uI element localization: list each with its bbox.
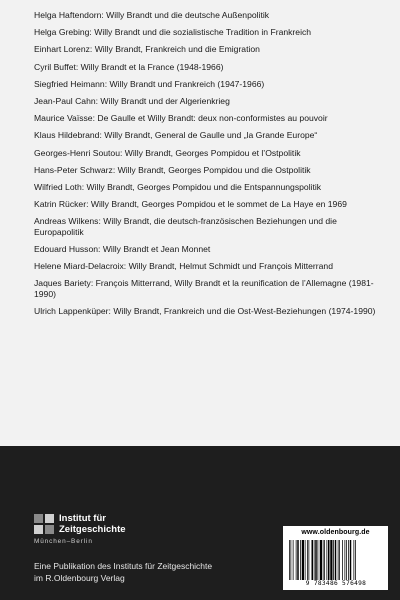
contents-entry (34, 306, 380, 317)
entry-author: Edouard Husson : (34, 244, 103, 254)
barcode-bar (327, 540, 328, 580)
entry-author: Siegfried Heimann : (34, 79, 109, 89)
institute-city: München–Berlin (34, 538, 93, 545)
contents-entry (34, 182, 380, 193)
institute-mark-icon (34, 514, 54, 534)
contents-entry (34, 199, 380, 210)
entry-title: Willy Brandt et la France (1948-1966) (80, 61, 224, 72)
entry-author: Katrin Rücker : (34, 199, 91, 209)
publication-info-line1: Eine Publikation des Instituts für Zeitgeschichte (34, 561, 213, 571)
entry-author: Maurice Vaïsse : (34, 113, 97, 123)
barcode-bar (309, 540, 310, 580)
barcode-bar (307, 540, 308, 580)
barcode-bar (296, 540, 297, 580)
barcode-bar (333, 540, 334, 580)
barcode-bar (354, 540, 355, 580)
entry-title: Willy Brandt, Georges Pompidou et le sommet de La Haye en 1969 (90, 199, 347, 210)
contents-entry (34, 79, 380, 90)
entry-title: Willy Brandt und die deutsche Außenpolitik (106, 10, 270, 20)
contents-entry (34, 27, 380, 38)
barcode-bar (291, 540, 292, 580)
entry-title: Willy Brandt, Frankreich und die Emigration (94, 44, 260, 55)
entry-author: Wilfried Loth : (34, 182, 87, 192)
contents-entry (34, 130, 380, 141)
barcode-bar (312, 540, 314, 580)
barcode-bar (293, 540, 294, 580)
entry-author: Helga Grebing : (34, 27, 94, 37)
entry-title: Willy Brandt et Jean Monnet (102, 244, 211, 255)
entry-title: Willy Brandt und der Algerienkrieg (100, 95, 230, 106)
barcode-bar (318, 540, 319, 580)
contents-entry (34, 165, 380, 176)
publication-info (34, 560, 274, 584)
entry-title: Willy Brandt, Georges Pompidou und die Ostpolitik (117, 164, 311, 175)
contents-list (34, 10, 380, 323)
barcode-bar (346, 540, 347, 580)
publisher-url: www.oldenbourg.de (301, 529, 370, 536)
entry-author: Cyril Buffet : (34, 62, 81, 72)
contents-entry (34, 62, 380, 73)
barcode-bar (350, 540, 352, 580)
barcode-bar (345, 540, 346, 580)
contents-entry (34, 261, 380, 272)
institute-name-line1: Institut für (59, 513, 106, 524)
entry-author: Helene Miard-Delacroix : (34, 261, 129, 271)
barcode-bar (338, 540, 339, 580)
barcode-bar (320, 540, 322, 580)
barcode-bar (315, 540, 317, 580)
entry-author: Helga Haftendorn : (34, 10, 106, 20)
barcode-bar (335, 540, 337, 580)
entry-title: Willy Brandt, Georges Pompidou et l’Ostpolitik (124, 147, 301, 158)
barcode-bar (328, 540, 330, 580)
entry-title: Willy Brandt, General de Gaulle und „la Grande Europe“ (104, 130, 318, 141)
barcode-bar (342, 540, 343, 580)
entry-title: De Gaulle et Willy Brandt: deux non-conformistes au pouvoir (97, 113, 328, 124)
contents-entry (34, 44, 380, 55)
barcode-bar (324, 540, 325, 580)
barcode-bar (305, 540, 306, 580)
contents-entry (34, 10, 380, 21)
institute-logo (34, 513, 164, 549)
entry-author: Einhart Lorenz : (34, 44, 95, 54)
contents-entry (34, 113, 380, 124)
barcode-label (283, 526, 388, 590)
publication-info-line2: im R.Oldenbourg Verlag (34, 573, 125, 583)
isbn-digits: 9 783486 576498 (305, 580, 367, 587)
entry-title: Willy Brandt, Frankreich und die Ost-West-Beziehungen (1974-1990) (113, 306, 376, 317)
barcode-image (289, 540, 382, 580)
entry-title: Willy Brandt, Helmut Schmidt und François Mitterrand (128, 261, 333, 272)
entry-author: Ulrich Lappenküper : (34, 306, 113, 316)
barcode-bar (289, 540, 290, 580)
barcode-bar (330, 540, 332, 580)
contents-entry (34, 216, 380, 237)
barcode-bar (314, 540, 315, 580)
entry-author: Georges-Henri Soutou : (34, 148, 125, 158)
contents-entry (34, 244, 380, 255)
entry-title: Willy Brandt und die sozialistische Tradition in Frankreich (94, 27, 312, 38)
entry-author: Klaus Hildebrand : (34, 130, 104, 140)
barcode-bar (323, 540, 324, 580)
barcode-bar (300, 540, 301, 580)
barcode-bar (302, 540, 304, 580)
barcode-bar (339, 540, 340, 580)
barcode-bar (348, 540, 349, 580)
contents-entry (34, 278, 380, 299)
contents-entry (34, 96, 380, 107)
entry-title: François Mitterrand, Willy Brandt et la reunification de l’Allemagne (1981-1990) (34, 278, 374, 299)
entry-title: Willy Brandt, die deutsch-französischen Beziehungen und die Europapolitik (34, 216, 337, 237)
institute-name-line2: Zeitgeschichte (59, 524, 126, 535)
entry-author: Jean-Paul Cahn : (34, 96, 100, 106)
entry-author: Jaques Bariety : (34, 278, 96, 288)
barcode-bar (355, 540, 356, 580)
entry-author: Andreas Wilkens : (34, 216, 103, 226)
contents-entry (34, 148, 380, 159)
entry-author: Hans-Peter Schwarz : (34, 165, 118, 175)
entry-title: Willy Brandt und Frankreich (1947-1966) (109, 78, 265, 89)
barcode-bar (297, 540, 299, 580)
entry-title: Willy Brandt, Georges Pompidou und die Entspannungspolitik (86, 181, 322, 192)
